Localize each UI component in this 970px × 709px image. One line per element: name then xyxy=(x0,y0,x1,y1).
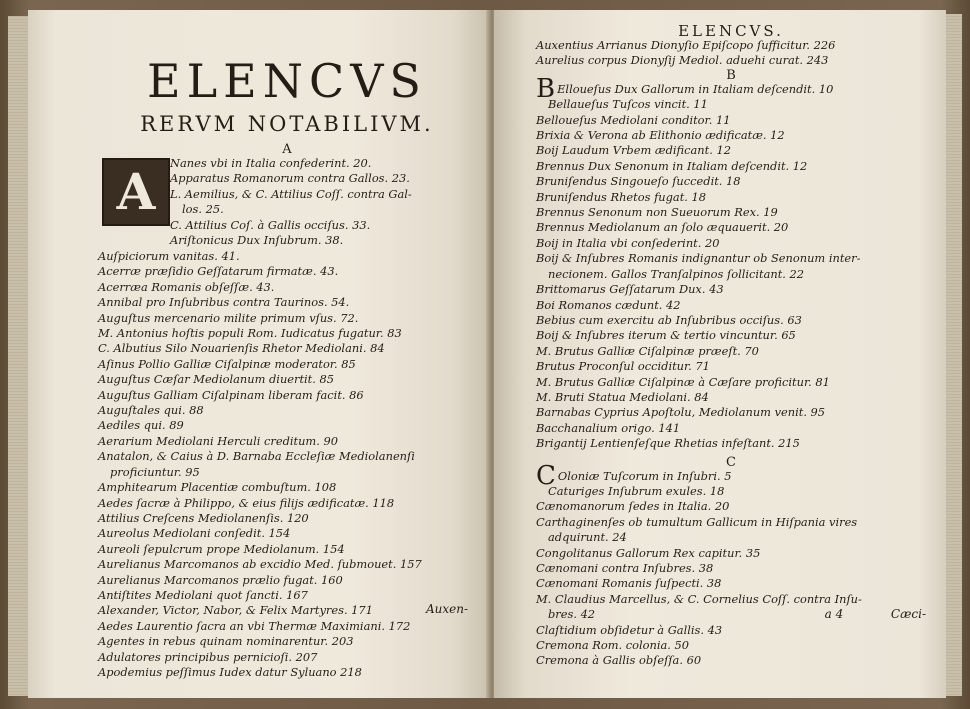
list-item: bres. 42 xyxy=(548,607,596,622)
list-item: Attilius Creſcens Mediolanenſis. 120 xyxy=(98,510,309,525)
list-item: Auguſtus Cæſar Mediolanum diuertit. 85 xyxy=(98,372,334,387)
list-item: M. Bruti Statua Mediolani. 84 xyxy=(536,389,709,404)
ornamental-initial-letter: A xyxy=(116,162,156,221)
list-item: Carthaginenſes ob tumultum Gallicum in Hiſpania vires xyxy=(536,514,858,529)
list-item: Barnabas Cyprius Apoſtolu, Mediolanum venit. 95 xyxy=(536,405,826,420)
list-item: Apparatus Romanorum contra Gallos. 23. xyxy=(170,171,410,186)
list-item: C Oloniæ Tuſcorum in Inſubri. 5 xyxy=(536,460,732,491)
list-item: Cremona à Gallis obſeſſa. 60 xyxy=(536,653,702,668)
drop-cap-lines xyxy=(170,156,412,248)
list-item: Auxentius Arrianus Dionyſio Epiſcopo ſufficitur. 226 xyxy=(536,38,836,52)
section-letter-a: A xyxy=(282,142,292,157)
list-item: Cremona Rom. colonia. 50 xyxy=(536,638,690,653)
list-item: Bebius cum exercitu ab Inſubribus occiſus. 63 xyxy=(536,312,802,327)
initial-c: C xyxy=(536,460,556,491)
list-item: Boi Romanos cædunt. 42 xyxy=(536,297,681,312)
list-item: M. Antonius hoſtis populi Rom. Iudicatus fugatur. 83 xyxy=(98,326,402,341)
list-item: Boij Laudum Vrbem ædificant. 12 xyxy=(536,143,731,158)
list-item: L. Aemilius, & C. Attilius Coſſ. contra Gal- xyxy=(170,186,412,201)
list-item: Brennus Mediolanum an ſolo æquauerit. 20 xyxy=(536,220,789,235)
list-item: Anatalon, & Caius à D. Barnaba Eccleſiæ Mediolanenſi xyxy=(98,449,415,464)
list-item: Aedes ſacræ à Philippo, & eius filijs ædificatæ. 118 xyxy=(98,495,395,510)
list-item: Caturiges Inſubrum exules. 18 xyxy=(548,483,725,498)
list-item: Brutus Proconſul occiditur. 71 xyxy=(536,359,710,374)
left-entries-list xyxy=(98,249,476,680)
list-item: M. Claudius Marcellus, & C. Cornelius Coſſ. contra Inſu- xyxy=(536,591,862,606)
list-item: Auguſtus mercenario milite primum vſus. 72. xyxy=(98,310,359,325)
list-item: Antiſtites Mediolani quot ſancti. 167 xyxy=(98,587,308,602)
list-item: Alexander, Victor, Nabor, & Felix Martyres. 171 xyxy=(98,603,373,618)
right-entries-c xyxy=(536,499,926,668)
list-item: Aureolus Mediolani conſedit. 154 xyxy=(98,526,291,541)
list-item: Brennus Dux Senonum in Italiam deſcendit. 12 xyxy=(536,158,808,173)
running-title: ELENCVS. xyxy=(678,22,784,40)
list-item: M. Brutus Galliæ Ciſalpinæ præeſt. 70 xyxy=(536,343,759,358)
list-item: adquirunt. 24 xyxy=(548,530,627,545)
list-item: Aſinus Pollio Galliæ Ciſalpinæ moderator. 85 xyxy=(98,356,356,371)
list-item: Bruniſendus Singoueſo ſuccedit. 18 xyxy=(536,174,741,189)
list-item: Auguſtales qui. 88 xyxy=(98,403,204,418)
list-item: Agentes in rebus quinam nominarentur. 203 xyxy=(98,634,354,649)
list-item: Annibal pro Inſubribus contra Taurinos. 54. xyxy=(98,295,350,310)
list-item: M. Brutus Galliæ Ciſalpinæ à Cæſare proficitur. 81 xyxy=(536,374,830,389)
list-item: C. Attilius Coſ. à Gallis occiſus. 33. xyxy=(170,217,371,232)
page-subtitle: RERVM NOTABILIVM. xyxy=(140,112,434,136)
catchword-left: Auxen- xyxy=(425,602,468,616)
list-item: Aurelianus Marcomanos ab excidio Med. ſubmouet. 157 xyxy=(98,557,422,572)
list-item: Boij & Inſubres Romanis indignantur ob Senonum inter- xyxy=(536,251,861,266)
list-item: Aediles qui. 89 xyxy=(98,418,184,433)
list-item: Bellaueſus Tuſcos vincit. 11 xyxy=(548,97,708,112)
list-item: Adulatores principibus pernicioſi. 207 xyxy=(98,649,318,664)
list-item: Brennus Senonum non Sueuorum Rex. 19 xyxy=(536,205,778,220)
list-item: Congolitanus Gallorum Rex capitur. 35 xyxy=(536,545,761,560)
list-item: Aurelius corpus Dionyſij Mediol. aduehi curat. 243 xyxy=(536,53,829,68)
list-item: Cænomanorum ſedes in Italia. 20 xyxy=(536,499,730,514)
list-item: Aerarium Mediolani Herculi creditum. 90 xyxy=(98,433,338,448)
list-item: los. 25. xyxy=(182,202,224,217)
list-item: Auguſtus Galliam Ciſalpinam liberam facit. 86 xyxy=(98,387,364,402)
catchword-right: Cæci- xyxy=(890,607,926,621)
list-item: proficiuntur. 95 xyxy=(110,464,200,479)
list-item: Amphitearum Placentiæ combuſtum. 108 xyxy=(98,480,337,495)
list-item: Acerræ præſidio Geſſatarum firmatæ. 43. xyxy=(98,264,339,279)
list-item: C. Albutius Silo Nouarienſis Rhetor Mediolani. 84 xyxy=(98,341,385,356)
section-letter-b: B xyxy=(726,67,736,83)
list-item: Brigantij Lentienſeſque Rhetias infeſtant. 215 xyxy=(536,436,800,451)
list-item: Nanes vbi in Italia confederint. 20. xyxy=(170,156,372,170)
left-page-edges xyxy=(8,16,30,696)
list-item: Bacchanalium origo. 141 xyxy=(536,420,681,435)
list-item: Aedes Laurentio ſacra an vbi Thermæ Maximiani. 172 xyxy=(98,618,411,633)
right-page-edges xyxy=(944,14,962,696)
list-item: Cænomani Romanis ſuſpecti. 38 xyxy=(536,576,722,591)
list-item: Boij in Italia vbi conſederint. 20 xyxy=(536,235,720,250)
list-item: Apodemius peſſimus Iudex datur Syluano 218 xyxy=(98,664,362,679)
left-page xyxy=(28,10,490,698)
list-item: Cænomani contra Inſubres. 38 xyxy=(536,561,714,575)
list-item: Auſpiciorum vanitas. 41. xyxy=(98,249,240,263)
list-item: Bruniſendus Rhetos fugat. 18 xyxy=(536,189,707,204)
list-item: Acerræa Romanis obſeſſæ. 43. xyxy=(98,279,275,294)
initial-b: B xyxy=(536,73,556,104)
list-item: Ariſtonicus Dux Inſubrum. 38. xyxy=(170,233,344,248)
list-item: B Elloueſus Dux Gallorum in Italiam deſcendit. 10 xyxy=(536,73,834,104)
ornamental-initial xyxy=(102,158,170,226)
list-item: Brixia & Verona ab Elithonio ædificatæ. 12 xyxy=(536,128,785,143)
list-item: Claſtidium obſidetur à Gallis. 43 xyxy=(536,622,723,637)
signature-mark: a 4 xyxy=(824,607,844,621)
right-entries-b xyxy=(536,113,926,452)
section-letter-c: C xyxy=(726,454,736,470)
list-item: Boij & Inſubres iterum & tertio vincuntur. 65 xyxy=(536,328,796,343)
list-item: Aureoli ſepulcrum prope Mediolanum. 154 xyxy=(98,541,345,556)
drop-cap-block xyxy=(98,156,476,249)
list-item: necionem. Gallos Tranſalpinos ſollicitant. 22 xyxy=(548,266,805,281)
list-item: Belloueſus Mediolani conditor. 11 xyxy=(536,112,731,127)
list-item: Brittomarus Geſſatarum Dux. 43 xyxy=(536,282,724,297)
right-entries-a xyxy=(536,38,926,69)
page-title: ELENCVS xyxy=(147,54,427,108)
right-page xyxy=(494,10,946,698)
list-item: Aurelianus Marcomanos prælio fugat. 160 xyxy=(98,572,343,587)
signature-and-catchword xyxy=(825,607,926,621)
